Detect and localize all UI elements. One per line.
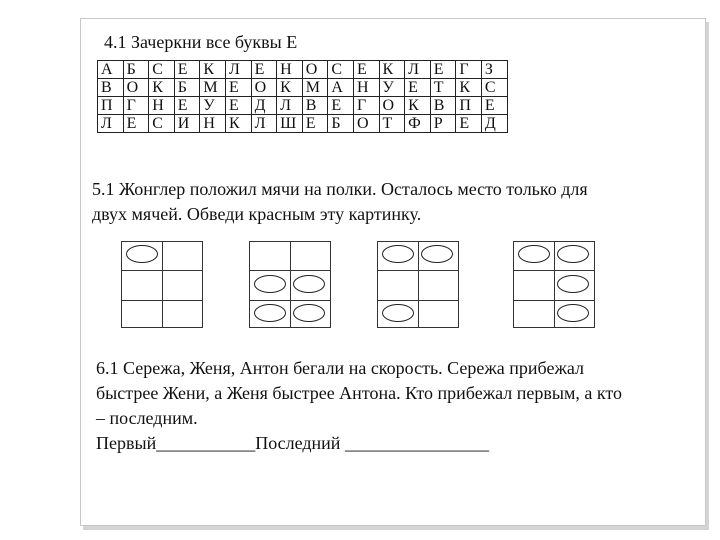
grid-letter[interactable]: Ш [277,115,303,133]
letter-grid [97,60,508,133]
grid-letter[interactable]: Л [277,97,303,115]
grid-letter[interactable]: Е [456,115,482,133]
task2-text [92,177,692,227]
shelf-divider [418,242,419,327]
task3-line-2: быстрее Жени, а Женя быстрее Антона. Кто прибежал первым, а кто [96,383,622,403]
answer-line: Первый___________Последний ________________ [96,433,489,453]
grid-letter[interactable]: В [430,97,456,115]
grid-letter[interactable]: Е [302,115,328,133]
grid-letter[interactable]: Е [430,61,456,79]
grid-letter[interactable]: А [328,79,354,97]
shelf-picture-2[interactable] [249,241,331,328]
task2-line-1: 5.1 Жонглер положил мячи на полки. Осталось место только для [92,179,588,199]
grid-row [98,79,508,97]
shelf-picture-3[interactable] [377,241,459,328]
grid-letter[interactable]: Е [251,61,277,79]
grid-letter[interactable]: Е [174,97,200,115]
grid-row [98,115,508,133]
grid-letter[interactable]: Т [430,79,456,97]
grid-letter[interactable]: Д [481,115,507,133]
grid-letter[interactable]: Т [379,115,405,133]
ball-icon [557,304,589,322]
ball-icon [557,245,589,263]
grid-letter[interactable]: Е [481,97,507,115]
grid-letter[interactable]: С [328,61,354,79]
grid-letter[interactable]: У [200,97,226,115]
grid-letter[interactable]: В [302,97,328,115]
grid-letter[interactable]: Н [353,79,379,97]
grid-letter[interactable]: О [251,79,277,97]
task3-line-3: – последним. [96,408,198,428]
grid-letter[interactable]: О [302,61,328,79]
grid-letter[interactable]: О [353,115,379,133]
grid-letter[interactable]: К [200,61,226,79]
ball-icon [382,304,414,322]
grid-letter[interactable]: К [405,97,431,115]
grid-letter[interactable]: К [379,61,405,79]
ball-icon [557,275,589,293]
shelf-divider [162,242,163,327]
task1-title: 4.1 Зачеркни все буквы Е [104,32,298,52]
grid-letter[interactable]: П [456,97,482,115]
grid-letter[interactable]: С [481,79,507,97]
grid-letter[interactable]: С [149,115,175,133]
ball-icon [254,304,286,322]
grid-letter[interactable]: Г [353,97,379,115]
grid-letter[interactable]: Б [123,61,149,79]
grid-letter[interactable]: Е [353,61,379,79]
ball-icon [518,245,550,263]
grid-letter[interactable]: Е [174,61,200,79]
ball-icon [293,275,325,293]
grid-letter[interactable]: Л [98,115,124,133]
grid-letter[interactable]: П [98,97,124,115]
grid-letter[interactable]: Д [251,97,277,115]
grid-letter[interactable]: Е [328,97,354,115]
grid-letter[interactable]: К [456,79,482,97]
grid-letter[interactable]: Л [225,61,251,79]
grid-letter[interactable]: Б [174,79,200,97]
grid-row [98,97,508,115]
grid-letter[interactable]: М [302,79,328,97]
task3-line-1: 6.1 Сережа, Женя, Антон бегали на скорость. Сережа прибежал [96,358,585,378]
grid-letter[interactable]: Ф [405,115,431,133]
grid-letter[interactable]: Н [277,61,303,79]
grid-letter[interactable]: К [277,79,303,97]
grid-letter[interactable]: И [174,115,200,133]
grid-letter[interactable]: О [379,97,405,115]
grid-letter[interactable]: У [379,79,405,97]
grid-letter[interactable]: В [98,79,124,97]
ball-icon [254,275,286,293]
grid-letter[interactable]: О [123,79,149,97]
grid-letter[interactable]: Б [328,115,354,133]
grid-letter[interactable]: З [481,61,507,79]
grid-letter[interactable]: Е [225,97,251,115]
grid-letter[interactable]: Н [200,115,226,133]
ball-icon [421,245,453,263]
grid-letter[interactable]: Е [405,79,431,97]
grid-letter[interactable]: М [200,79,226,97]
task2-line-2: двух мячей. Обведи красным эту картинку. [92,204,422,224]
shelf-picture-4[interactable] [513,241,595,328]
grid-letter[interactable]: К [149,79,175,97]
grid-row [98,61,508,79]
shelf-picture-1[interactable] [121,241,203,328]
ball-icon [293,304,325,322]
grid-letter[interactable]: Г [456,61,482,79]
ball-icon [126,245,158,263]
ball-icon [382,245,414,263]
grid-letter[interactable]: С [149,61,175,79]
grid-letter[interactable]: Л [251,115,277,133]
grid-letter[interactable]: Н [149,97,175,115]
grid-letter[interactable]: Е [123,115,149,133]
grid-letter[interactable]: А [98,61,124,79]
grid-letter[interactable]: Л [405,61,431,79]
task3-text [96,356,696,456]
grid-letter[interactable]: Р [430,115,456,133]
grid-letter[interactable]: Е [225,79,251,97]
grid-letter[interactable]: К [225,115,251,133]
shelf-divider [554,242,555,327]
grid-letter[interactable]: Г [123,97,149,115]
shelf-divider [290,242,291,327]
